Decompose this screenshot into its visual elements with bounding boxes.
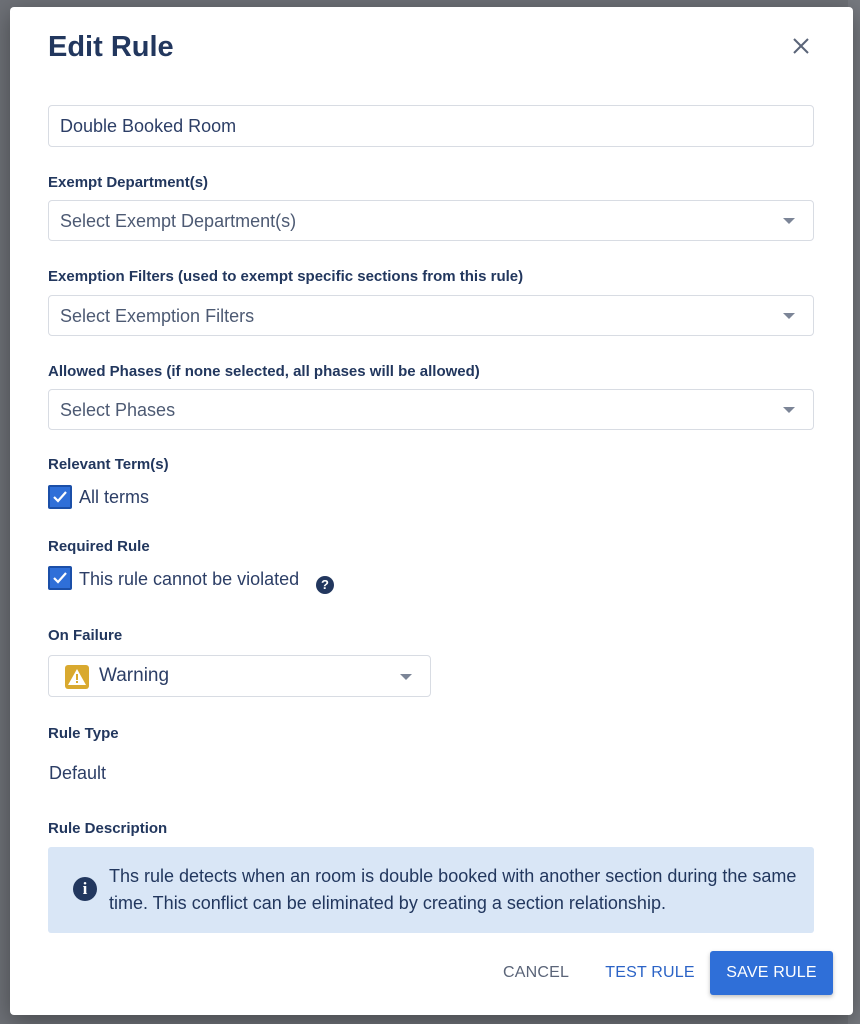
exemption-filters-select[interactable] <box>48 295 814 336</box>
allowed-phases-label: Allowed Phases (if none selected, all phases will be allowed) <box>48 363 480 380</box>
exemption-filters-label: Exemption Filters (used to exempt specific sections from this rule) <box>48 268 524 285</box>
required-rule-checkbox[interactable] <box>48 566 72 590</box>
exempt-departments-label: Exempt Department(s) <box>48 174 209 191</box>
exempt-departments-placeholder: Select Exempt Department(s) <box>60 211 297 231</box>
all-terms-checkbox[interactable] <box>48 485 72 509</box>
test-rule-button[interactable]: TEST RULE <box>605 964 695 981</box>
rule-description-label: Rule Description <box>48 820 168 837</box>
close-button[interactable] <box>788 33 814 59</box>
chevron-down-icon <box>400 674 412 680</box>
checkmark-icon <box>52 489 68 505</box>
edit-rule-modal <box>10 7 853 1015</box>
chevron-down-icon <box>783 313 795 319</box>
help-icon[interactable]: ? <box>316 576 334 594</box>
rule-description-box <box>48 847 814 933</box>
exemption-filters-placeholder: Select Exemption Filters <box>60 306 255 326</box>
all-terms-label: All terms <box>79 487 150 507</box>
rule-type-value: Default <box>49 763 107 783</box>
chevron-down-icon <box>783 407 795 413</box>
modal-title: Edit Rule <box>48 31 174 63</box>
required-rule-label: Required Rule <box>48 538 150 555</box>
on-failure-value: Warning <box>99 665 170 686</box>
cancel-button[interactable]: CANCEL <box>502 964 570 981</box>
warning-icon <box>65 665 89 689</box>
rule-type-label: Rule Type <box>48 725 119 742</box>
checkmark-icon <box>52 570 68 586</box>
allowed-phases-select[interactable] <box>48 389 814 430</box>
allowed-phases-placeholder: Select Phases <box>60 400 176 420</box>
rule-description-text: Ths rule detects when an room is double booked with another section during the same time. This conflict can be eliminated by creating a section relationship. <box>109 866 797 913</box>
rule-name-input[interactable] <box>48 105 814 147</box>
relevant-terms-label: Relevant Term(s) <box>48 456 169 473</box>
required-rule-checkbox-label: This rule cannot be violated <box>79 569 300 589</box>
close-icon <box>788 33 814 59</box>
on-failure-label: On Failure <box>48 627 123 644</box>
on-failure-select[interactable] <box>48 655 431 697</box>
info-icon: i <box>73 877 97 901</box>
chevron-down-icon <box>783 218 795 224</box>
exempt-departments-select[interactable] <box>48 200 814 241</box>
save-rule-button[interactable]: SAVE RULE <box>710 951 833 995</box>
